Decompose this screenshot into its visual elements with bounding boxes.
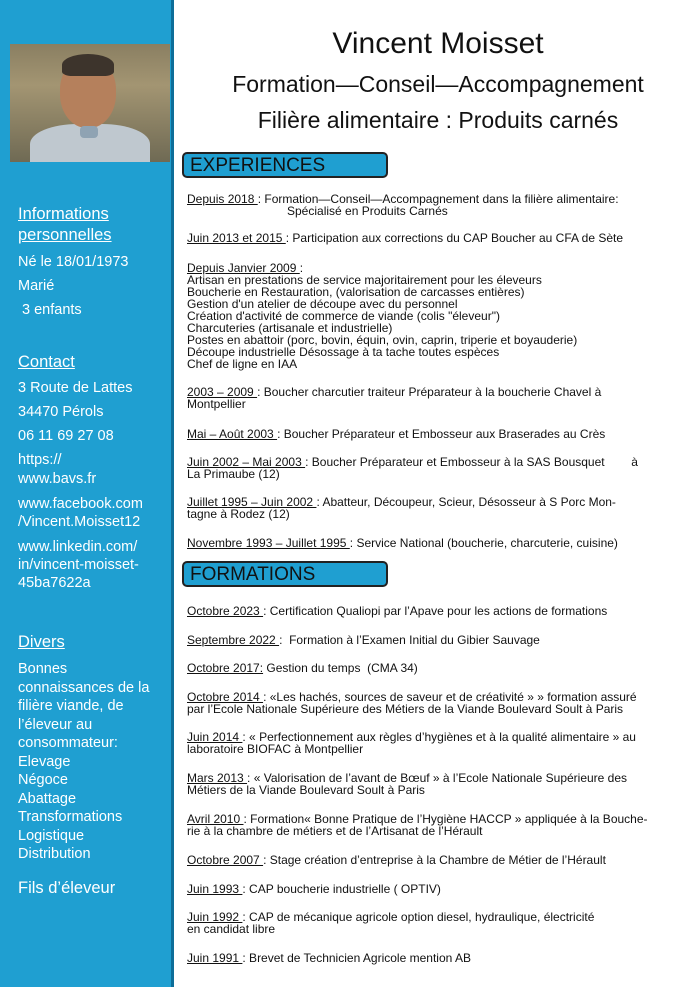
experience-item: Juin 2002 – Mai 2003 : Boucher Préparateur et Embosseur à la SAS Bousquet à La Primaube (12): [187, 455, 638, 481]
address-street: 3 Route de Lattes: [18, 380, 133, 396]
facebook-line2: /Vincent.Moisset12: [18, 514, 141, 530]
website-line1: https://: [18, 452, 62, 468]
profile-photo: [10, 44, 170, 162]
formation-item: Octobre 2014 : «Les hachés, sources de saveur et de créativité » » formation assuré par l’Ecole Nationale Supérieure des Métiers de la Viande Boulevard Soult à Paris: [187, 690, 637, 716]
experience-item: Mai – Août 2003 : Boucher Préparateur et Embosseur aux Braserades au Crès: [187, 427, 606, 441]
subtitle-line2: Filière alimentaire : Produits carnés: [257, 107, 619, 133]
birth-date: Né le 18/01/1973: [18, 254, 129, 270]
subtitle-line1: Formation—Conseil—Accompagnement: [232, 71, 644, 97]
linkedin-line3: 45ba7622a: [18, 575, 91, 591]
experience-item: Novembre 1993 – Juillet 1995 : Service National (boucherie, charcuterie, cuisine): [187, 536, 618, 550]
contact-list: [18, 380, 143, 593]
facebook-line1: www.facebook.com: [18, 496, 143, 512]
divers-heading: Divers: [18, 633, 65, 651]
name-title: Vincent Moisset: [332, 27, 544, 60]
info-list: [18, 254, 128, 326]
sidebar: [0, 0, 174, 987]
contact-heading: Contact: [18, 353, 75, 371]
formation-item: Juin 1991 : Brevet de Technicien Agricole mention AB: [187, 951, 471, 965]
formation-item: Juin 2014 : « Perfectionnement aux règles d’hygiènes et à la qualité alimentaire » au laboratoire BIOFAC à Montpellier: [187, 730, 636, 756]
children: 3 enfants: [18, 302, 82, 318]
footer-note: Fils d’éleveur: [18, 879, 116, 897]
info-heading: Informations personnelles: [18, 205, 112, 244]
phone: 06 11 69 27 08: [18, 428, 114, 444]
formation-item: Octobre 2017: Gestion du temps (CMA 34): [187, 661, 418, 675]
formation-item: Juin 1993 : CAP boucherie industrielle ( OPTIV): [187, 882, 441, 896]
experiences-heading: EXPERIENCES: [182, 152, 388, 178]
experience-item: Juillet 1995 – Juin 2002 : Abatteur, Découpeur, Scieur, Désosseur à S Porc Mon- tagne à Rodez (12): [187, 495, 616, 521]
experience-item: Depuis Janvier 2009 : Artisan en prestations de service majoritairement pour les éleveurs Boucherie en Restauration, (valorisation de carcasses entières) Gestion d'un atelier de découpe avec du personnel Création d'activité de commerce de viande (colis "éleveur") Charcuteries (artisanale et industrielle) Postes en abattoir (porc, bovin, équin, ovin, caprin, triperie et boyauderie) Découpe industrielle Désossage à ta tache toutes espèces Chef de ligne en IAA: [187, 261, 578, 371]
linkedin-line2: in/vincent-moisset-: [18, 557, 139, 573]
formations-heading: FORMATIONS: [182, 561, 388, 587]
experience-item: Depuis 2018 : Formation—Conseil—Accompagnement dans la filière alimentaire: Spécialisé en Produits Carnés: [187, 192, 619, 218]
experience-item: Juin 2013 et 2015 : Participation aux corrections du CAP Boucher au CFA de Sète: [187, 231, 624, 245]
formation-item: Avril 2010 : Formation« Bonne Pratique de l’Hygiène HACCP » appliquée à la Bouche- rie à la chambre de métiers et de l’Artisanat de l’Hérault: [187, 812, 648, 838]
website-line2: www.bavs.fr: [18, 471, 97, 487]
marital-status: Marié: [18, 278, 55, 294]
linkedin-line1: www.linkedin.com/: [18, 539, 138, 555]
formation-item: Juin 1992 : CAP de mécanique agricole option diesel, hydraulique, électricité en candidat libre: [187, 910, 595, 936]
experience-item: 2003 – 2009 : Boucher charcutier traiteur Préparateur à la boucherie Chavel à Montpellier: [187, 385, 602, 411]
formation-item: Octobre 2023 : Certification Qualiopi par l’Apave pour les actions de formations: [187, 604, 608, 618]
address-city: 34470 Pérols: [18, 404, 104, 420]
divers-list: Bonnes connaissances de la filière viande, de l’éleveur au consommateur: Elevage Négoce Abattage Transformations Logistique Distribution: [18, 661, 150, 862]
formation-item: Octobre 2007 : Stage création d’entreprise à la Chambre de Métier de l’Hérault: [187, 853, 606, 867]
formation-item: Mars 2013 : « Valorisation de l’avant de Bœuf » à l’Ecole Nationale Supérieure des Métiers de la Viande Boulevard Soult à Paris: [187, 771, 628, 797]
formation-item: Septembre 2022 : Formation à l’Examen Initial du Gibier Sauvage: [187, 633, 540, 647]
